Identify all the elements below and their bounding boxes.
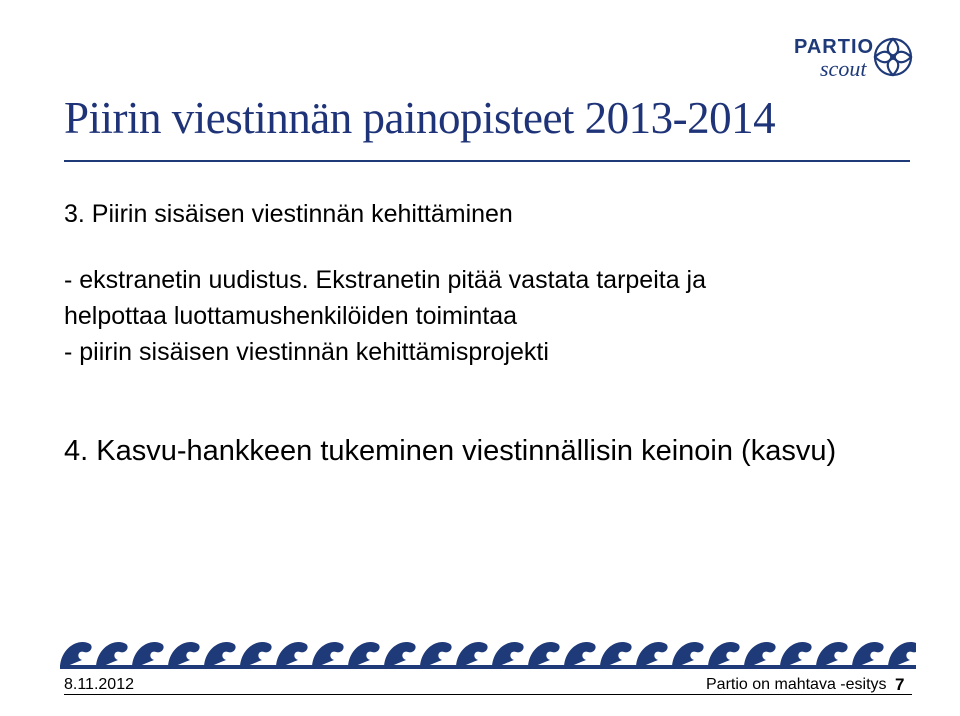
logo-word-scout: scout [820, 56, 867, 81]
lily-cross-emblem-icon [872, 34, 914, 80]
logo-word-partio: PARTIO [794, 36, 875, 58]
bullet-1-line-1: - ekstranetin uudistus. Ekstranetin pitää vastata tarpeita ja [64, 266, 707, 294]
page-number: 7 [895, 675, 905, 694]
wave-baseline [60, 665, 916, 669]
wave-pattern-decoration [60, 636, 916, 670]
bullet-2: - piirin sisäisen viestinnän kehittämisprojekti [64, 338, 549, 366]
footer-presentation-title: Partio on mahtava -esitys [706, 676, 887, 693]
item-4-heading: 4. Kasvu-hankkeen tukeminen viestinnällisin keinoin (kasvu) [64, 435, 837, 467]
item-3-heading: 3. Piirin sisäisen viestinnän kehittäminen [64, 200, 513, 228]
footer-divider [64, 694, 912, 695]
bullet-1-line-2: helpottaa luottamushenkilöiden toimintaa [64, 302, 518, 330]
title-divider [64, 160, 910, 162]
footer-date: 8.11.2012 [64, 676, 134, 693]
partio-scout-logo [788, 34, 918, 84]
slide-title: Piirin viestinnän painopisteet 2013-2014 [64, 93, 776, 143]
